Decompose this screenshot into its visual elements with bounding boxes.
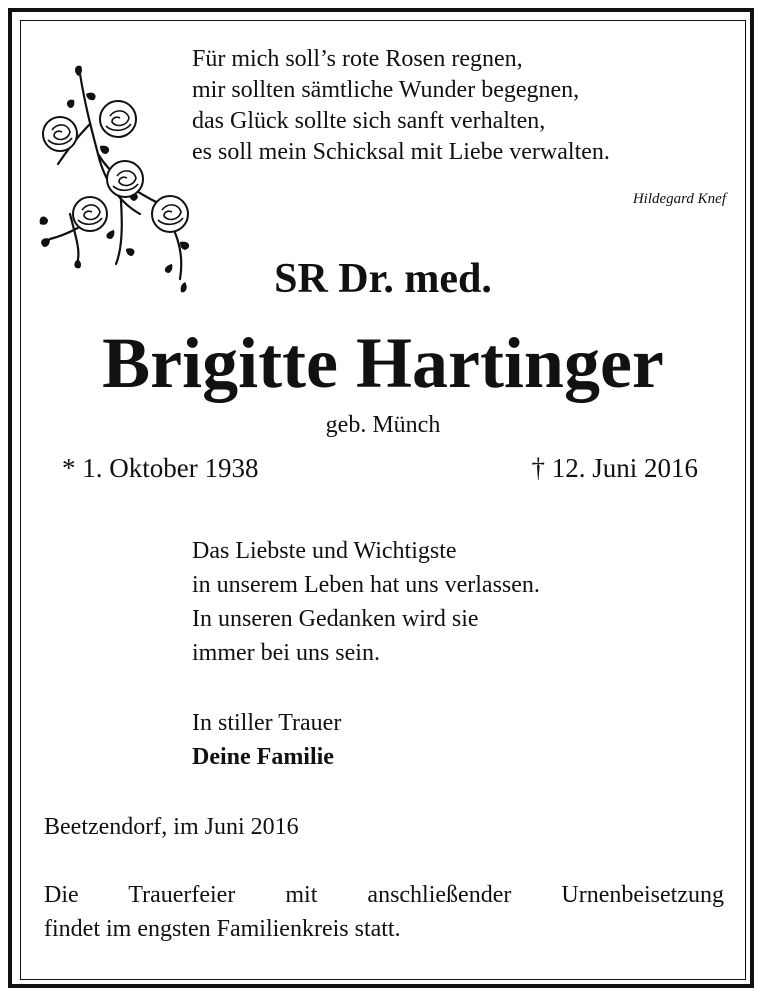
mourning-family: Deine Familie (192, 744, 334, 770)
poem-line: Für mich soll’s rote Rosen regnen, (192, 46, 523, 72)
verse-line: in unserem Leben hat uns verlassen. (192, 572, 540, 598)
funeral-line: findet im engsten Familienkreis statt. (44, 916, 401, 942)
deceased-name: Brigitte Hartinger (102, 323, 664, 403)
birth-date: * 1. Oktober 1938 (62, 453, 259, 483)
poem-line: es soll mein Schicksal mit Liebe verwalten. (192, 139, 610, 165)
verse-line: In unseren Gedanken wird sie (192, 606, 479, 632)
poem-author: Hildegard Knef (632, 191, 726, 207)
verse-line: immer bei uns sein. (192, 640, 380, 666)
poem (192, 44, 610, 168)
academic-title: SR Dr. med. (274, 256, 492, 302)
funeral-notice (44, 878, 724, 946)
mourning-signature (192, 706, 341, 774)
poem-line: mir sollten sämtliche Wunder begegnen, (192, 77, 580, 103)
place-date: Beetzendorf, im Juni 2016 (44, 814, 299, 840)
memorial-verse (192, 534, 540, 670)
death-date: † 12. Juni 2016 (531, 453, 698, 483)
maiden-name: geb. Münch (325, 412, 441, 438)
verse-line: Das Liebste und Wichtigste (192, 538, 457, 564)
mourning-intro: In stiller Trauer (192, 710, 342, 736)
poem-line: das Glück sollte sich sanft verhalten, (192, 108, 546, 134)
funeral-line: Die Trauerfeier mit anschließender Urnenbeisetzung (44, 882, 724, 908)
